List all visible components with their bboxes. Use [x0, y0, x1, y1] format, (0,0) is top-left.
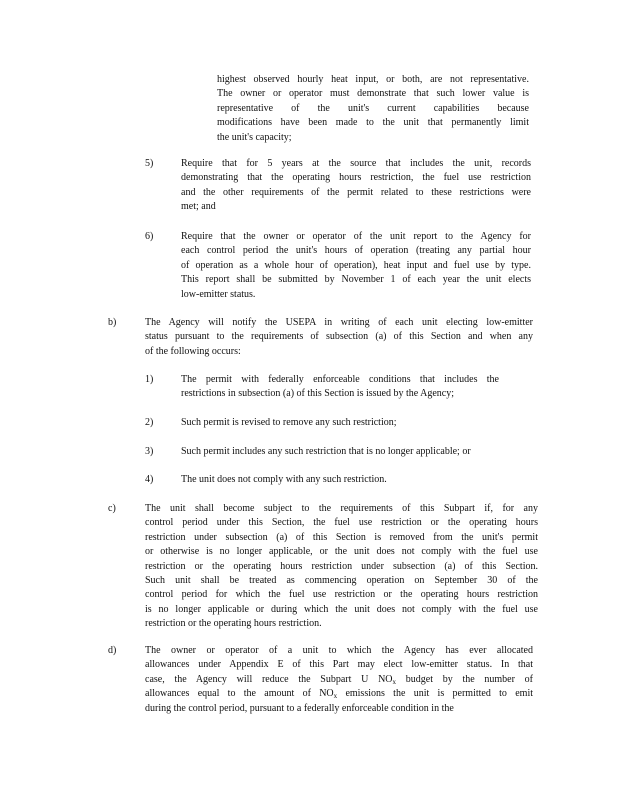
item-number-b2: 2) — [145, 417, 154, 428]
subsection-d-text — [145, 644, 533, 716]
text-segment: emissions the unit is permitted to emit — [337, 688, 533, 700]
text-line: restrictions in subsection (a) of this Section is issued by the Agency; — [181, 388, 455, 400]
text-line: met; and — [181, 201, 216, 213]
item-b1-text — [181, 373, 499, 402]
text-line — [145, 673, 533, 687]
text-line: demonstrating that the operating hours restriction, the fuel use restriction — [181, 172, 531, 184]
continuation-paragraph — [217, 73, 529, 145]
text-line: control period for which the fuel use restriction or the operating hours restriction — [145, 589, 538, 601]
text-line: Such unit shall be treated as commencing operation on September 30 of the — [145, 575, 538, 587]
subsection-label-d: d) — [108, 645, 117, 656]
subsection-c-text — [145, 502, 538, 632]
text-line: Such permit is revised to remove any such restriction; — [181, 417, 397, 428]
text-line: The unit shall become subject to the requirements of this Subpart if, for any — [145, 503, 538, 514]
subsection-b-text — [145, 316, 533, 359]
text-line: The owner or operator of a unit to which the Agency has ever allocated — [145, 645, 533, 656]
text-line: during the control period, pursuant to a federally enforceable condition in the — [145, 702, 454, 714]
text-line: of the following occurs: — [145, 345, 241, 357]
item-number-b4: 4) — [145, 474, 154, 485]
item-number-6: 6) — [145, 231, 154, 242]
text-line: or otherwise is no longer applicable, or the unit does not comply with the fuel use — [145, 546, 538, 558]
item-number-b3: 3) — [145, 446, 154, 457]
text-segment: case, the Agency will reduce the Subpart U NO — [145, 673, 393, 685]
text-line: the unit's capacity; — [217, 131, 292, 143]
item-number-5: 5) — [145, 158, 154, 169]
item-b4-text — [181, 473, 531, 487]
text-line: The unit does not comply with any such restriction. — [181, 474, 387, 485]
text-line: The owner or operator must demonstrate that such lower value is — [217, 88, 529, 100]
text-line: modifications have been made to the unit that permanently limit — [217, 117, 529, 129]
text-line: is no longer applicable or during which the unit does not comply with the fuel use — [145, 603, 538, 615]
text-line: Require that the owner or operator of the unit report to the Agency for — [181, 231, 531, 242]
item-b2-text — [181, 416, 531, 430]
item-b3-text — [181, 445, 541, 459]
text-line — [145, 687, 533, 701]
text-line: The Agency will notify the USEPA in writing of each unit electing low-emitter — [145, 317, 533, 328]
text-segment: budget by the number of — [396, 673, 534, 685]
text-line: each control period the unit's hours of operation (treating any partial hour — [181, 245, 531, 257]
text-line: representative of the unit's current capabilities because — [217, 102, 529, 114]
text-line: restriction or the operating hours restriction under subsection (a) of this Section. — [145, 560, 538, 572]
text-segment: allowances equal to the amount of NO — [145, 688, 334, 700]
text-line: restriction under subsection (a) of this Section is removed from the unit's permit — [145, 531, 538, 543]
text-line: The permit with federally enforceable conditions that includes the — [181, 374, 499, 385]
subsection-label-b: b) — [108, 317, 117, 328]
subscript: x — [333, 692, 338, 701]
item-6-text — [181, 230, 531, 302]
item-5-text — [181, 157, 531, 215]
text-line: control period under this Section, the fuel use restriction or the operating hours — [145, 517, 538, 529]
subscript: x — [392, 677, 397, 686]
text-line: Such permit includes any such restriction that is no longer applicable; or — [181, 446, 471, 457]
text-line: restriction or the operating hours restriction. — [145, 618, 322, 630]
text-line: This report shall be submitted by November 1 of each year the unit elects — [181, 274, 531, 286]
text-line: allowances under Appendix E of this Part may elect low-emitter status. In that — [145, 659, 533, 671]
subsection-label-c: c) — [108, 503, 116, 514]
text-line: highest observed hourly heat input, or both, are not representative. — [217, 74, 529, 85]
text-line: Require that for 5 years at the source that includes the unit, records — [181, 158, 531, 169]
text-line: and the other requirements of the permit related to these restrictions were — [181, 186, 531, 198]
text-line: low-emitter status. — [181, 288, 256, 300]
item-number-b1: 1) — [145, 374, 154, 385]
text-line: of operation as a whole hour of operation), heat input and fuel use by type. — [181, 259, 531, 271]
text-line: status pursuant to the requirements of subsection (a) of this Section and when any — [145, 331, 533, 343]
